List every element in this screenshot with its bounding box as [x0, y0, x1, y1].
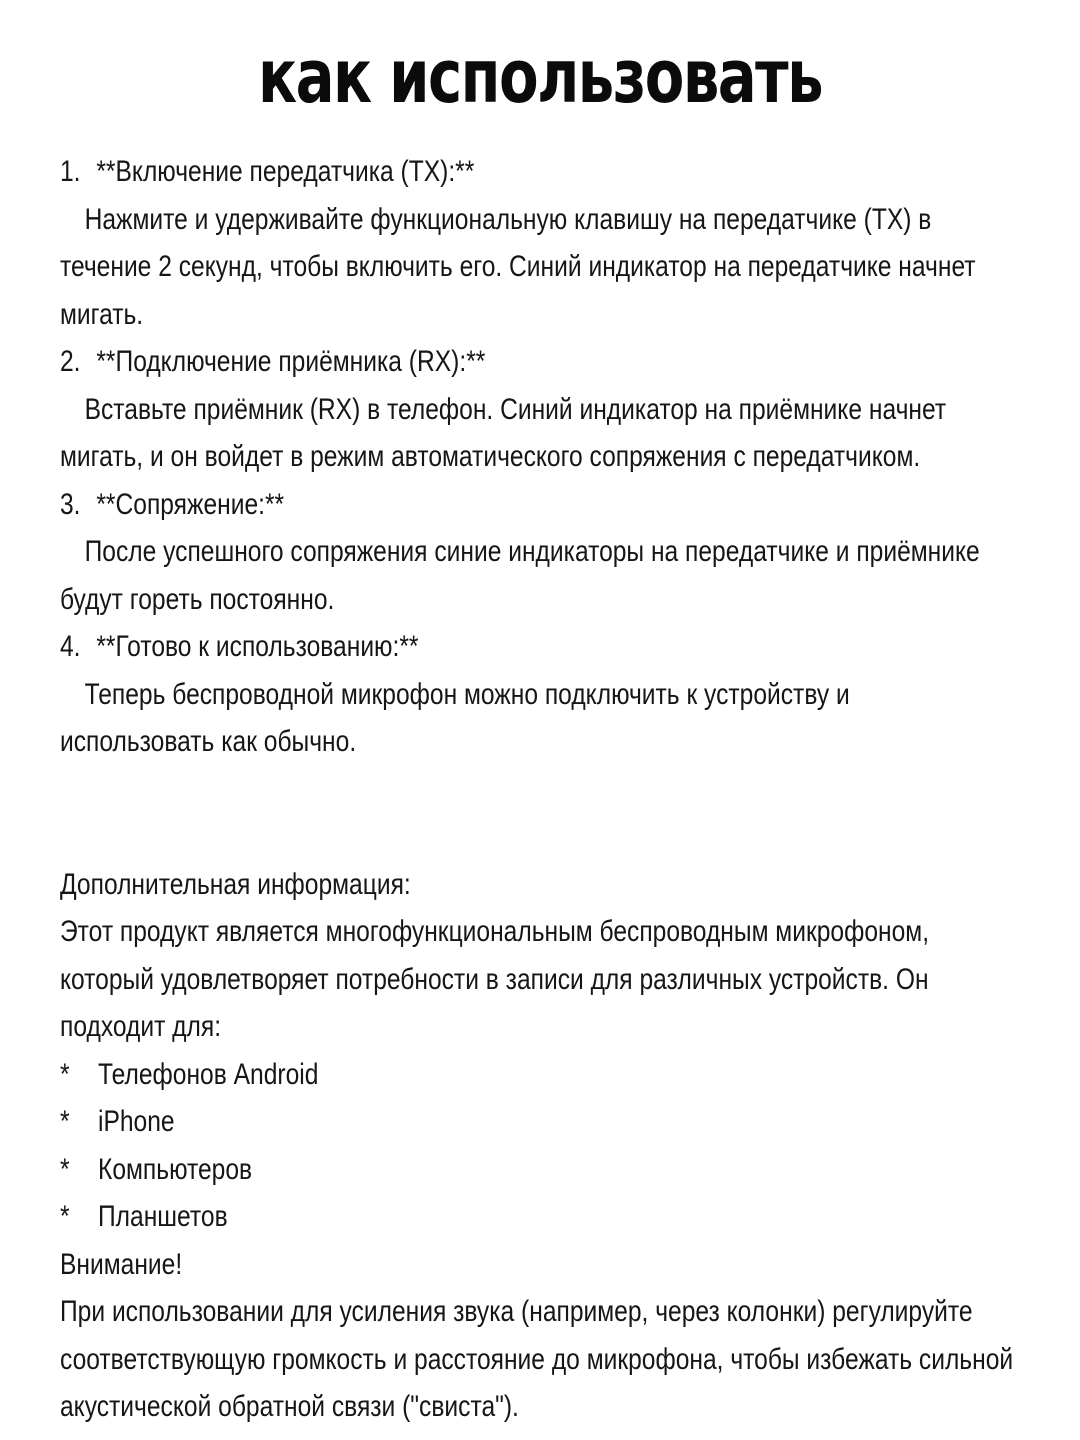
step-title: **Готово к использованию:** — [96, 630, 419, 663]
bullet-marker: * — [60, 1152, 70, 1186]
step-number: 2. — [60, 345, 81, 378]
step-number: 1. — [60, 155, 81, 188]
step-number: 3. — [60, 487, 81, 521]
step-title: **Подключение приёмника (RX):** — [96, 345, 486, 378]
step-heading — [60, 623, 1028, 671]
bullet-marker: * — [60, 1105, 70, 1138]
device-name: Компьютеров — [98, 1152, 253, 1186]
step-title: **Сопряжение:** — [96, 487, 285, 521]
list-item — [60, 1193, 1028, 1241]
step-text-line: мигать. — [60, 297, 144, 331]
step-text-line: использовать как обычно. — [60, 725, 357, 758]
step-text-line: Нажмите и удерживайте функциональную клавишу на передатчике (TX) в — [84, 202, 932, 236]
section-spacer — [60, 766, 1028, 861]
additional-info-line: который удовлетворяет потребности в записи для различных устройств. Он — [60, 962, 929, 996]
additional-info-heading: Дополнительная информация: — [60, 867, 411, 901]
device-name: Телефонов Android — [98, 1057, 319, 1091]
warning-heading: Внимание! — [60, 1247, 183, 1281]
step-heading — [60, 338, 1028, 386]
list-item — [60, 1051, 1028, 1099]
warning-text-line: акустической обратной связи ("свиста"). — [60, 1390, 519, 1423]
step-heading — [60, 481, 1028, 529]
page-title: как использовать — [257, 34, 823, 120]
step-text-line: течение 2 секунд, чтобы включить его. Синий индикатор на передатчике начнет — [60, 250, 976, 283]
additional-info-line: подходит для: — [60, 1010, 222, 1043]
step-heading — [60, 148, 1028, 196]
list-item — [60, 1098, 1028, 1146]
step-title: **Включение передатчика (TX):** — [96, 155, 475, 188]
bullet-marker: * — [60, 1200, 70, 1233]
device-name: Планшетов — [98, 1200, 228, 1233]
bullet-marker: * — [60, 1057, 70, 1091]
step-text-line: Теперь беспроводной микрофон можно подключить к устройству и — [84, 677, 850, 711]
warning-text-line: При использовании для усиления звука (например, через колонки) регулируйте — [60, 1295, 973, 1328]
step-text-line: мигать, и он войдет в режим автоматического сопряжения с передатчиком. — [60, 440, 921, 473]
step-number: 4. — [60, 630, 81, 663]
device-name: iPhone — [98, 1105, 175, 1138]
step-text-line: После успешного сопряжения синие индикаторы на передатчике и приёмнике — [84, 535, 980, 568]
step-text-line: будут гореть постоянно. — [60, 582, 335, 616]
additional-info-line: Этот продукт является многофункциональным беспроводным микрофоном, — [60, 915, 930, 948]
step-text-line: Вставьте приёмник (RX) в телефон. Синий индикатор на приёмнике начнет — [84, 392, 947, 426]
warning-text-line: соответствующую громкость и расстояние до микрофона, чтобы избежать сильной — [60, 1342, 1014, 1376]
instructions-text — [60, 148, 1028, 1431]
list-item — [60, 1146, 1028, 1194]
